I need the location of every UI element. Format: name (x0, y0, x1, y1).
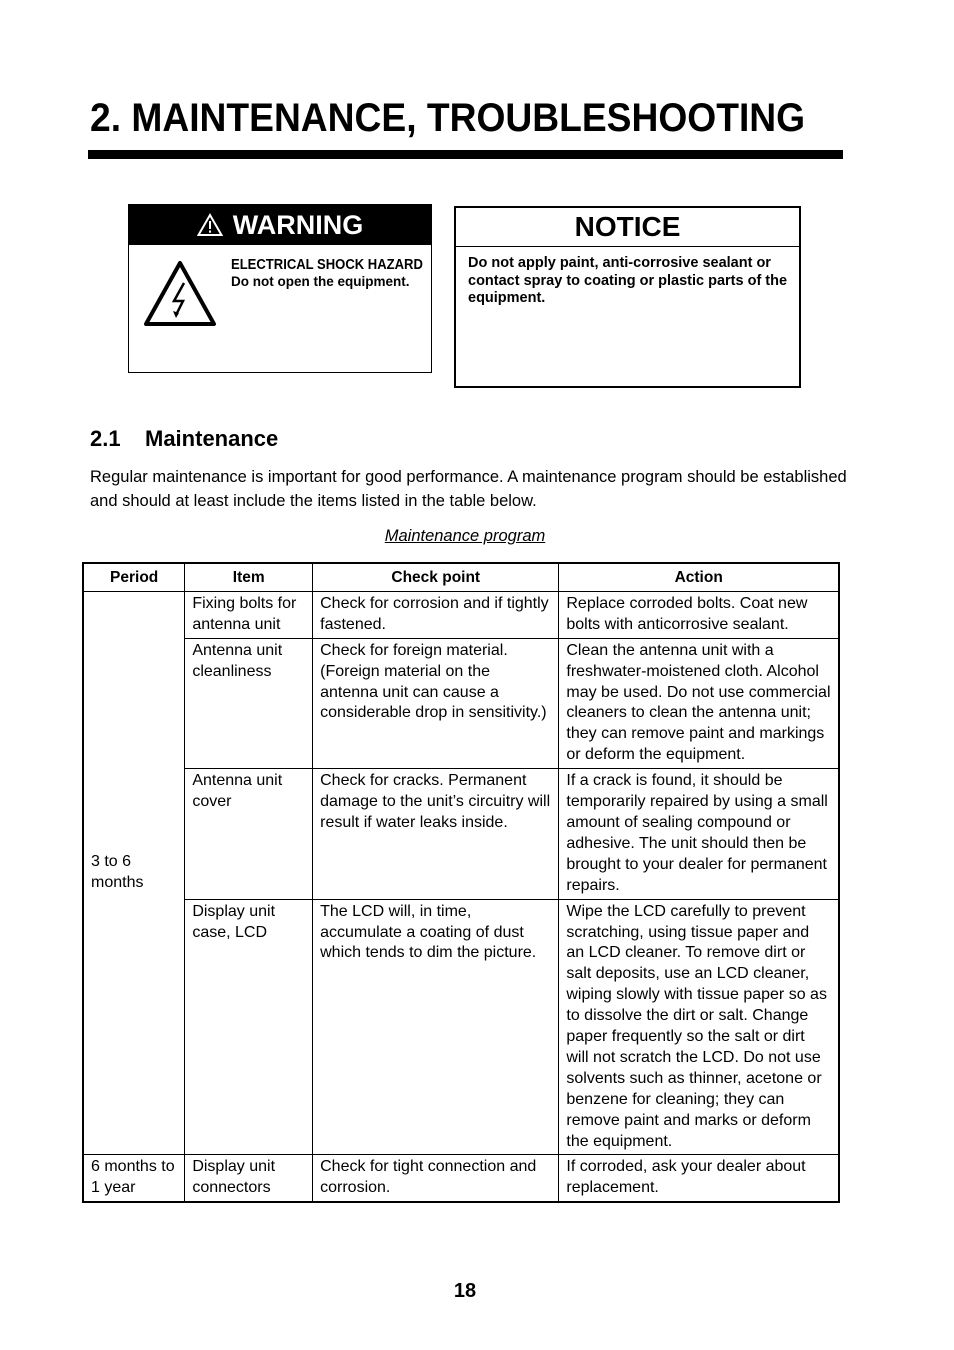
item-cell: Antenna unit cleanliness (185, 638, 313, 768)
check-cell: Check for corrosion and if tightly fastened. (313, 591, 559, 638)
action-cell: Clean the antenna unit with a freshwater-moistened cloth. Alcohol may be used. Do not use commercial cleaners to clean the antenna unit; they can remove paint and markings or deform the equipment. (559, 638, 839, 768)
check-cell: Check for foreign material. (Foreign material on the antenna unit can cause a considerable drop in sensitivity.) (313, 638, 559, 768)
header-check-point: Check point (313, 563, 559, 591)
table-header-row (83, 563, 839, 591)
table-row (83, 1155, 839, 1202)
check-cell: The LCD will, in time, accumulate a coating of dust which tends to dim the picture. (313, 899, 559, 1155)
item-cell: Display unit connectors (185, 1155, 313, 1202)
warning-triangle-icon (197, 213, 223, 237)
chapter-title: 2. MAINTENANCE, TROUBLESHOOTING (90, 96, 806, 140)
table-row (83, 769, 839, 899)
action-cell: If corroded, ask your dealer about replacement. (559, 1155, 839, 1202)
check-cell: Check for tight connection and corrosion. (313, 1155, 559, 1202)
warning-label: WARNING (232, 209, 364, 240)
table-row (83, 638, 839, 768)
warning-hazard: ELECTRICAL SHOCK HAZARD (231, 257, 423, 273)
check-cell: Check for cracks. Permanent damage to the unit’s circuitry will result if water leaks inside. (313, 769, 559, 899)
section-heading (90, 426, 278, 452)
table-row (83, 591, 839, 638)
maintenance-table (82, 562, 840, 1203)
page-number: 18 (453, 1280, 477, 1302)
item-cell: Antenna unit cover (185, 769, 313, 899)
section-number: 2.1 (90, 426, 121, 451)
electrical-shock-icon (143, 259, 217, 327)
header-period: Period (83, 563, 185, 591)
header-item: Item (185, 563, 313, 591)
action-cell: If a crack is found, it should be temporarily repaired by using a small amount of sealing compound or adhesive. The unit should then be brought to your dealer for permanent repairs. (559, 769, 839, 899)
action-cell: Replace corroded bolts. Coat new bolts with anticorrosive sealant. (559, 591, 839, 638)
notice-header: NOTICE (456, 208, 799, 247)
warning-header (129, 205, 431, 245)
notice-text: Do not apply paint, anti-corrosive sealant or contact spray to coating or plastic parts of the equipment. (468, 255, 788, 306)
table-caption: Maintenance program (384, 527, 546, 545)
intro-paragraph: Regular maintenance is important for good performance. A maintenance program should be established and should at least include the items listed in the table below. (90, 468, 847, 510)
period-cell: 6 months to 1 year (83, 1155, 185, 1202)
item-cell: Display unit case, LCD (185, 899, 313, 1155)
header-action: Action (559, 563, 839, 591)
action-cell: Wipe the LCD carefully to prevent scratching, using tissue paper and an LCD cleaner. To remove dirt or salt deposits, use an LCD cleaner, wiping slowly with tissue paper so as to dissolve the dirt or salt. Change paper frequently so the salt or dirt will not scratch the LCD. Do not use solvents such as thinner, acetone or benzene for cleaning; they can remove paint and marks or deform the equipment. (559, 899, 839, 1155)
title-rule (88, 150, 843, 159)
notice-box (454, 206, 801, 388)
table-row (83, 899, 839, 1155)
section-title: Maintenance (145, 426, 279, 451)
item-cell: Fixing bolts for antenna unit (185, 591, 313, 638)
warning-box (128, 204, 432, 373)
warning-text: Do not open the equipment. (231, 274, 410, 289)
period-cell: 3 to 6 months (83, 591, 185, 1155)
